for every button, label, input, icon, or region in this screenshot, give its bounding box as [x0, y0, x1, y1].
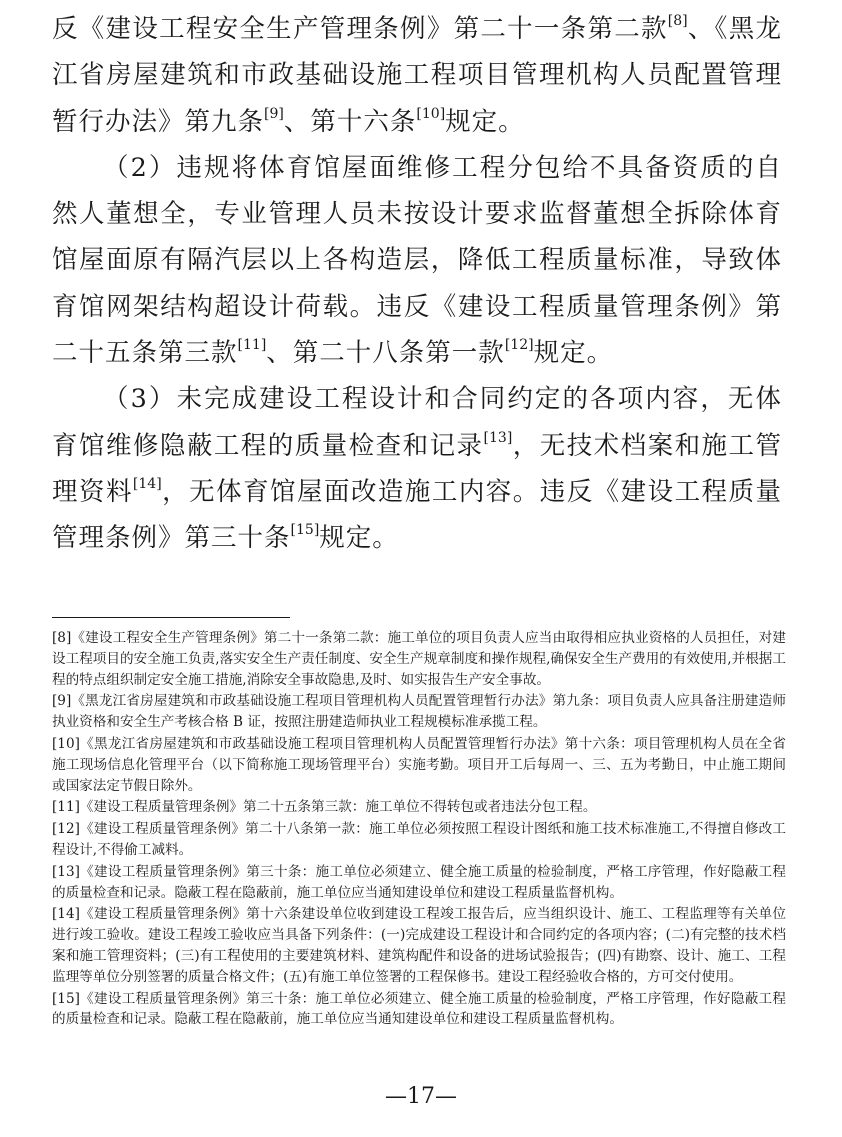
paragraph-2	[52, 145, 782, 376]
footnote-ref[interactable]: [11]	[237, 337, 267, 354]
footnote-ref[interactable]: [9]	[264, 105, 284, 122]
paragraph-text: 、《黑龙江省房屋建筑和市政基础设施工程项目管理机构人员配置管理暂行办法》第九条	[52, 14, 782, 137]
footnote-text: 《黑龙江省房屋建筑和市政基础设施工程项目管理机构人员配置管理暂行办法》第九条：项目负责人应具备注册建造师执业资格和安全生产考核合格 B 证，按照注册建造师执业工程规模标准承揽工程。	[52, 693, 786, 731]
paragraph-text: 反《建设工程安全生产管理条例》第二十一条第二款	[52, 14, 668, 44]
footnote-ref[interactable]: [15]	[290, 522, 320, 539]
footnote-13	[52, 862, 786, 904]
footnote-text: 《建设工程安全生产管理条例》第二十一条第二款：施工单位的项目负责人应当由取得相应执业资格的人员担任，对建设工程项目的安全施工负责,落实安全生产责任制度、安全生产规章制度和操作规程,确保安全生产费用的有效使用,并根据工程的特点组织制定安全施工措施,消除安全事故隐患,及时、如实报告生产安全事故。	[52, 630, 786, 688]
footnote-text: 《黑龙江省房屋建筑和市政基础设施工程项目管理机构人员配置管理暂行办法》第十六条：项目管理机构人员在全省施工现场信息化管理平台（以下简称施工现场管理平台）实施考勤。项目开工后每周一、三、五为考勤日，中止施工期间或国家法定节假日除外。	[52, 735, 786, 794]
paragraph-text: ，无体育馆屋面改造施工内容。违反《建设工程质量管理条例》第三十条	[52, 476, 782, 554]
body-text	[52, 6, 782, 562]
footnote-8	[52, 628, 786, 690]
footnote-ref[interactable]: [12]	[504, 337, 534, 354]
paragraph-3	[52, 376, 782, 561]
paragraph-text: 、第二十八条第一款	[266, 338, 505, 369]
footnote-ref[interactable]: [8]	[667, 13, 688, 30]
footnote-marker: [10]	[52, 735, 80, 752]
paragraph-text: 、第十六条	[283, 106, 417, 137]
footnote-marker: [13]	[52, 863, 80, 880]
paragraph-text: （3）未完成建设工程设计和合同约定的各项内容，无体育馆维修隐蔽工程的质量检查和记录	[52, 384, 782, 461]
footnote-text: 《建设工程质量管理条例》第二十八条第一款：施工单位必须按照工程设计图纸和施工技术标准施工,不得擅自修改工程设计,不得偷工减料。	[52, 821, 786, 858]
footnote-10	[52, 734, 786, 796]
footnote-ref[interactable]: [10]	[416, 105, 446, 122]
footnote-marker: [14]	[52, 906, 80, 923]
footnote-11	[52, 797, 786, 818]
footnote-12	[52, 819, 786, 861]
footnote-text: 《建设工程质量管理条例》第三十条：施工单位必须建立、健全施工质量的检验制度，严格工序管理，作好隐蔽工程的质量检查和记录。隐蔽工程在隐蔽前，施工单位应当通知建设单位和建设工程质量监督机构。	[52, 990, 786, 1028]
paragraph-text: 规定。	[445, 106, 525, 137]
footnote-marker: [9]	[52, 693, 72, 710]
footnote-ref[interactable]: [14]	[132, 476, 162, 493]
footnote-text: 《建设工程质量管理条例》第二十五条第三款：施工单位不得转包或者违法分包工程。	[79, 799, 597, 816]
footnote-14	[52, 904, 786, 987]
footnote-15	[52, 989, 786, 1031]
footnotes	[52, 628, 786, 1030]
footnote-ref[interactable]: [13]	[483, 429, 513, 446]
footnote-text: 《建设工程质量管理条例》第三十条：施工单位必须建立、健全施工质量的检验制度，严格工序管理，作好隐蔽工程的质量检查和记录。隐蔽工程在隐蔽前，施工单位应当通知建设单位和建设工程质量监督机构。	[52, 863, 786, 901]
footnote-marker: [15]	[52, 990, 80, 1007]
footnote-divider	[52, 617, 290, 618]
footnote-9	[52, 691, 786, 733]
page-number: —17—	[385, 1084, 457, 1109]
paragraph-1	[52, 6, 782, 145]
footnote-text: 《建设工程质量管理条例》第十六条建设单位收到建设工程竣工报告后，应当组织设计、施工、工程监理等有关单位进行竣工验收。建设工程竣工验收应当具备下列条件：(一)完成建设工程设计和合同约定的各项内容；(二)有完整的技术档案和施工管理资料；(三)有工程使用的主要建筑材料、建筑构配件和设备的进场试验报告；(四)有勘察、设计、施工、工程监理等单位分别签署的质量合格文件；(五)有施工单位签署的工程保修书。建设工程经验收合格的，方可交付使用。	[52, 906, 786, 985]
footnote-marker: [8]	[52, 630, 72, 646]
paragraph-text: 规定。	[533, 338, 614, 369]
footnote-marker: [11]	[52, 799, 80, 816]
paragraph-text: 规定。	[319, 523, 399, 554]
footnote-marker: [12]	[52, 821, 80, 838]
paragraph-text: （2）违规将体育馆屋面维修工程分包给不具备资质的自然人董想全，专业管理人员未按设计要求监督董想全拆除体育馆屋面原有隔汽层以上各构造层，降低工程质量标准，导致体育馆网架结构超设计荷载。违反《建设工程质量管理条例》第二十五条第三款	[52, 152, 782, 369]
paragraph-text: ，无技术档案和施工管理资料	[52, 430, 782, 507]
